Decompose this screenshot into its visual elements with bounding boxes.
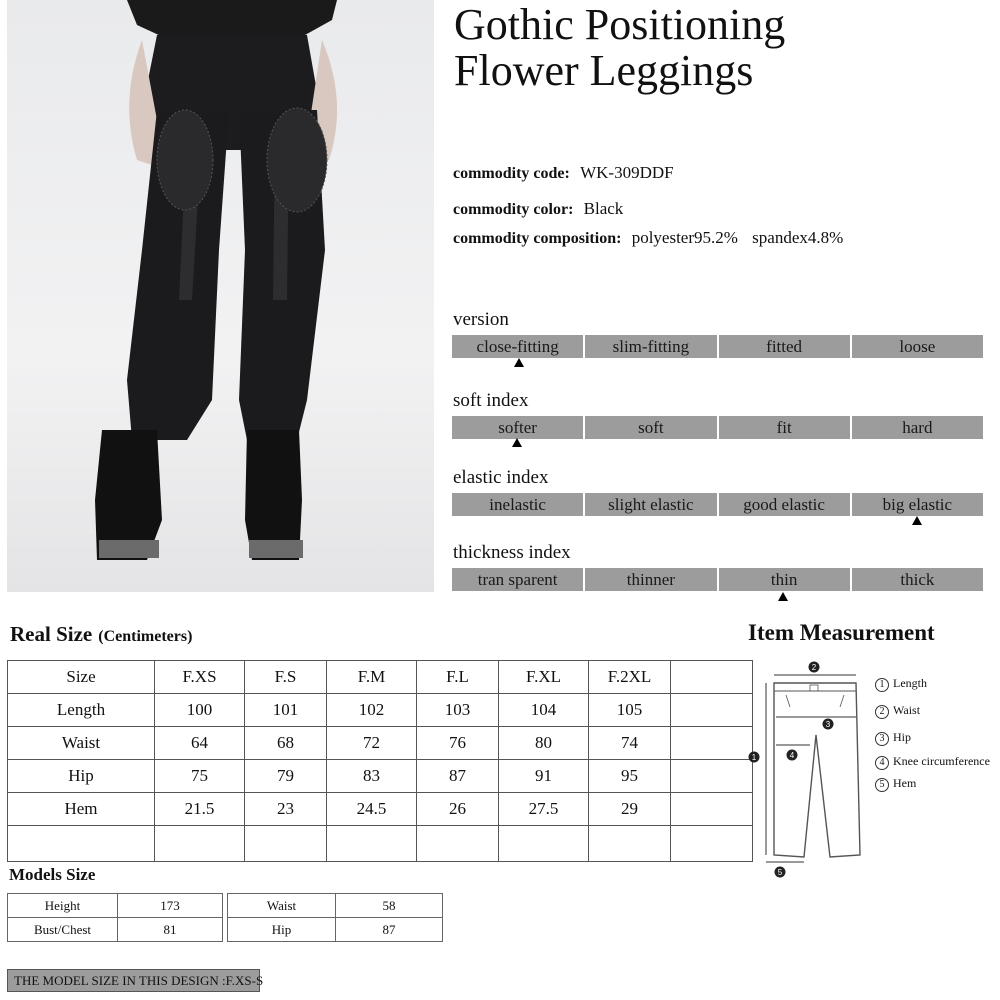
table-row bbox=[8, 760, 753, 793]
soft-index-option: fit bbox=[719, 416, 850, 439]
real-size-title: Real Size bbox=[10, 622, 93, 646]
table-cell: 173 bbox=[118, 894, 223, 918]
table-cell: 81 bbox=[118, 918, 223, 942]
table-cell: 58 bbox=[336, 894, 443, 918]
triangle-up-icon bbox=[912, 516, 922, 525]
table-cell: 29 bbox=[589, 793, 671, 826]
legend-number: 1 bbox=[875, 678, 889, 692]
soft-index-option: soft bbox=[585, 416, 716, 439]
table-cell: 100 bbox=[155, 694, 245, 727]
table-cell: 101 bbox=[245, 694, 327, 727]
elastic-index-option: inelastic bbox=[452, 493, 583, 516]
legend-label: Waist bbox=[893, 703, 921, 717]
table-row bbox=[8, 727, 753, 760]
table-cell: 76 bbox=[417, 727, 499, 760]
diagram-marker: 3 bbox=[825, 720, 831, 729]
table-cell: Length bbox=[8, 694, 155, 727]
trousers-diagram bbox=[744, 655, 874, 880]
table-header-cell: F.M bbox=[327, 661, 417, 694]
elastic-index-option: good elastic bbox=[719, 493, 850, 516]
table-cell: 103 bbox=[417, 694, 499, 727]
commodity-composition-value-1: polyester95.2% bbox=[631, 228, 738, 247]
table-cell: 24.5 bbox=[327, 793, 417, 826]
table-header-cell: Size bbox=[8, 661, 155, 694]
diagram-marker: 1 bbox=[751, 753, 757, 762]
table-cell: Hem bbox=[8, 793, 155, 826]
commodity-code-value: WK-309DDF bbox=[580, 163, 674, 182]
elastic-index-bar bbox=[452, 493, 983, 516]
table-cell: Height bbox=[8, 894, 118, 918]
legend-label: Hip bbox=[893, 730, 911, 744]
models-table-right bbox=[227, 893, 443, 942]
table-cell: 80 bbox=[499, 727, 589, 760]
commodity-color-value: Black bbox=[583, 199, 624, 218]
table-cell bbox=[8, 826, 155, 862]
item-measurement-title: Item Measurement bbox=[748, 620, 935, 645]
table-header-cell bbox=[671, 661, 753, 694]
table-cell bbox=[245, 826, 327, 862]
table-cell: 102 bbox=[327, 694, 417, 727]
table-row bbox=[8, 694, 753, 727]
table-header-cell: F.L bbox=[417, 661, 499, 694]
table-cell bbox=[671, 826, 753, 862]
elastic-index-option: big elastic bbox=[852, 493, 983, 516]
table-cell bbox=[327, 826, 417, 862]
legend-number: 5 bbox=[875, 778, 889, 792]
table-cell: 95 bbox=[589, 760, 671, 793]
legend-label: Hem bbox=[893, 776, 917, 790]
commodity-composition-row bbox=[453, 228, 843, 248]
models-size-title: Models Size bbox=[9, 865, 96, 884]
table-header-cell: F.XS bbox=[155, 661, 245, 694]
table-cell bbox=[417, 826, 499, 862]
table-header-cell: F.2XL bbox=[589, 661, 671, 694]
commodity-color-row bbox=[453, 199, 623, 219]
soft-index-option: softer bbox=[452, 416, 583, 439]
table-cell: 64 bbox=[155, 727, 245, 760]
table-cell: 91 bbox=[499, 760, 589, 793]
legend-label: Length bbox=[893, 676, 927, 690]
version-option: close-fitting bbox=[452, 335, 583, 358]
table-row bbox=[8, 826, 753, 862]
table-header-cell: F.XL bbox=[499, 661, 589, 694]
table-cell: Bust/Chest bbox=[8, 918, 118, 942]
model-size-note: THE MODEL SIZE IN THIS DESIGN :F.XS-S bbox=[7, 969, 260, 992]
table-row bbox=[8, 918, 223, 942]
commodity-composition-label: commodity composition: bbox=[453, 230, 622, 247]
table-row bbox=[8, 894, 223, 918]
table-cell: 23 bbox=[245, 793, 327, 826]
diagram-marker: 5 bbox=[777, 868, 783, 877]
table-cell: 74 bbox=[589, 727, 671, 760]
table-cell bbox=[155, 826, 245, 862]
table-cell: 72 bbox=[327, 727, 417, 760]
table-cell: 21.5 bbox=[155, 793, 245, 826]
product-title bbox=[454, 2, 994, 94]
table-cell: 68 bbox=[245, 727, 327, 760]
commodity-code-label: commodity code: bbox=[453, 165, 570, 182]
thickness-index-option: thick bbox=[852, 568, 983, 591]
table-cell bbox=[499, 826, 589, 862]
legend-length bbox=[875, 676, 927, 692]
table-row bbox=[8, 793, 753, 826]
table-cell bbox=[671, 694, 753, 727]
thickness-index-option: thinner bbox=[585, 568, 716, 591]
table-cell: Waist bbox=[8, 727, 155, 760]
thickness-index-option: thin bbox=[719, 568, 850, 591]
version-title: version bbox=[453, 309, 509, 330]
elastic-index-title: elastic index bbox=[453, 467, 549, 488]
legend-number: 2 bbox=[875, 705, 889, 719]
title-line-1: Gothic Positioning bbox=[454, 0, 786, 49]
thickness-index-option: tran sparent bbox=[452, 568, 583, 591]
legend-hem bbox=[875, 776, 916, 792]
real-size-heading bbox=[10, 622, 192, 647]
commodity-code-row bbox=[453, 163, 674, 183]
thickness-index-bar bbox=[452, 568, 983, 591]
table-cell: 105 bbox=[589, 694, 671, 727]
version-bar bbox=[452, 335, 983, 358]
table-cell: 79 bbox=[245, 760, 327, 793]
product-photo bbox=[7, 0, 434, 592]
table-cell: Hip bbox=[228, 918, 336, 942]
table-cell bbox=[589, 826, 671, 862]
soft-index-option: hard bbox=[852, 416, 983, 439]
version-option: loose bbox=[852, 335, 983, 358]
table-cell: 87 bbox=[336, 918, 443, 942]
table-row bbox=[228, 894, 443, 918]
triangle-up-icon bbox=[512, 438, 522, 447]
real-size-unit: (Centimeters) bbox=[98, 628, 193, 645]
elastic-index-option: slight elastic bbox=[585, 493, 716, 516]
commodity-composition-value-2: spandex4.8% bbox=[752, 228, 844, 247]
diagram-marker: 2 bbox=[811, 663, 817, 672]
triangle-up-icon bbox=[778, 592, 788, 601]
table-cell: Waist bbox=[228, 894, 336, 918]
version-option: fitted bbox=[719, 335, 850, 358]
table-cell: 104 bbox=[499, 694, 589, 727]
table-cell bbox=[671, 793, 753, 826]
table-cell: Hip bbox=[8, 760, 155, 793]
table-cell: 27.5 bbox=[499, 793, 589, 826]
legend-knee bbox=[875, 754, 990, 770]
diagram-marker: 4 bbox=[789, 751, 795, 760]
table-header-row bbox=[8, 661, 753, 694]
legend-waist bbox=[875, 703, 920, 719]
version-option: slim-fitting bbox=[585, 335, 716, 358]
commodity-color-label: commodity color: bbox=[453, 201, 574, 218]
models-table-left bbox=[7, 893, 223, 942]
soft-index-title: soft index bbox=[453, 390, 529, 411]
title-line-2: Flower Leggings bbox=[454, 46, 754, 95]
real-size-table bbox=[7, 660, 753, 862]
table-header-cell: F.S bbox=[245, 661, 327, 694]
table-cell: 26 bbox=[417, 793, 499, 826]
table-cell bbox=[671, 760, 753, 793]
soft-index-bar bbox=[452, 416, 983, 439]
legend-number: 3 bbox=[875, 732, 889, 746]
table-cell: 83 bbox=[327, 760, 417, 793]
table-cell: 87 bbox=[417, 760, 499, 793]
table-cell bbox=[671, 727, 753, 760]
legend-label: Knee circumference bbox=[893, 754, 990, 768]
thickness-index-title: thickness index bbox=[453, 542, 571, 563]
triangle-up-icon bbox=[514, 358, 524, 367]
table-cell: 75 bbox=[155, 760, 245, 793]
legend-number: 4 bbox=[875, 756, 889, 770]
legend-hip bbox=[875, 730, 911, 746]
table-row bbox=[228, 918, 443, 942]
